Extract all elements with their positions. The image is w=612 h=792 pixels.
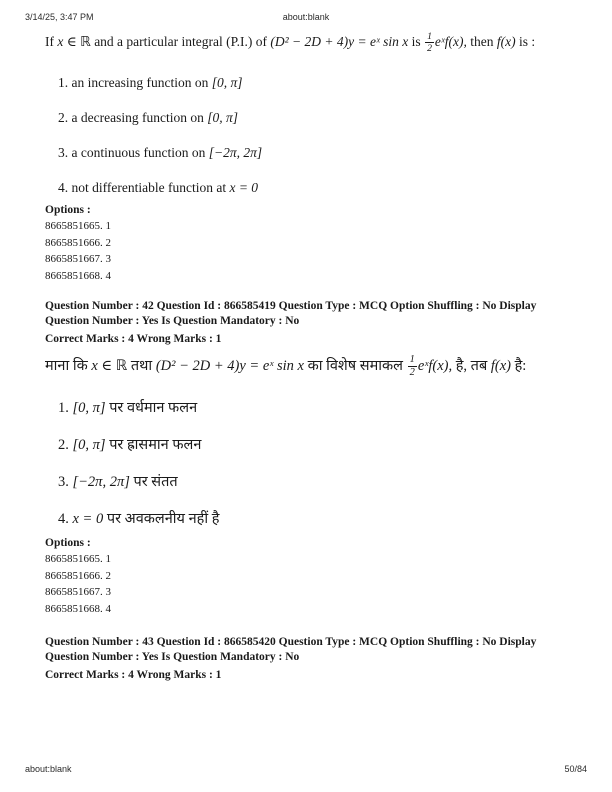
option-math: [0, π] bbox=[72, 400, 106, 417]
option-math: [−2π, 2π] bbox=[208, 145, 263, 161]
option-text: a continuous function on bbox=[71, 145, 209, 161]
math-expression: eˣf(x), bbox=[434, 34, 467, 49]
math-fraction bbox=[408, 354, 417, 379]
math-differential-equation: (D² − 2D + 4)y = eˣ sin x bbox=[155, 357, 304, 374]
math-fraction bbox=[425, 31, 434, 54]
option-number: 2. bbox=[58, 437, 69, 454]
fraction-denominator: 2 bbox=[409, 367, 415, 379]
option-text: not differentiable function at bbox=[71, 180, 230, 196]
option-id: 8665851666. 2 bbox=[45, 569, 111, 582]
option-math: [0, π] bbox=[207, 110, 238, 126]
question-41-options bbox=[45, 73, 586, 197]
options-label: Options : bbox=[45, 204, 91, 217]
stem-text: है: bbox=[510, 357, 527, 374]
print-page-title: about:blank bbox=[282, 12, 330, 22]
print-datetime: 3/14/25, 3:47 PM bbox=[25, 12, 94, 22]
option-text: पर वर्धमान फलन bbox=[105, 400, 198, 417]
stem-text: है, तब bbox=[452, 357, 491, 374]
fraction-numerator: 1 bbox=[409, 354, 415, 366]
option-row bbox=[45, 143, 586, 162]
option-math: x = 0 bbox=[229, 180, 259, 196]
stem-text: माना कि bbox=[45, 357, 92, 374]
option-row bbox=[45, 178, 586, 197]
print-header bbox=[0, 12, 612, 24]
option-number: 1. bbox=[58, 400, 69, 417]
math-fx: f(x) bbox=[490, 357, 511, 374]
stem-text: If bbox=[45, 34, 58, 49]
question-42-stem bbox=[45, 354, 586, 379]
option-id: 8665851666. 2 bbox=[45, 236, 111, 249]
question-42-marks: Correct Marks : 4 Wrong Marks : 1 bbox=[45, 333, 222, 346]
options-label: Options : bbox=[45, 537, 91, 550]
option-text: an increasing function on bbox=[71, 75, 212, 91]
option-id-list bbox=[45, 551, 586, 617]
option-text: a decreasing function on bbox=[71, 110, 208, 126]
option-row bbox=[45, 435, 586, 456]
fraction-denominator: 2 bbox=[427, 42, 432, 54]
option-id-list bbox=[45, 218, 586, 284]
footer-page-number: 50/84 bbox=[564, 764, 587, 774]
fraction-numerator: 1 bbox=[427, 30, 432, 42]
math-expression: eˣf(x), bbox=[417, 357, 453, 374]
option-id: 8665851667. 3 bbox=[45, 253, 111, 266]
question-43-marks: Correct Marks : 4 Wrong Marks : 1 bbox=[45, 669, 222, 682]
option-math: [0, π] bbox=[211, 75, 243, 91]
option-id: 8665851668. 4 bbox=[45, 269, 111, 282]
stem-text: is bbox=[408, 34, 425, 49]
option-number: 4. bbox=[58, 180, 69, 196]
math-differential-equation: (D² − 2D + 4)y = eˣ sin x bbox=[270, 34, 409, 49]
stem-text: का विशेष समाकल bbox=[303, 357, 407, 374]
print-footer bbox=[0, 764, 612, 776]
option-text: पर ह्रासमान फलन bbox=[105, 437, 202, 454]
document-content bbox=[45, 30, 586, 683]
option-row bbox=[45, 108, 586, 127]
question-43-metadata: Question Number : 43 Question Id : 866585420 Question Type : MCQ Option Shuffling : No Display Question Number : Yes Is Question Mandatory : No bbox=[45, 636, 537, 664]
option-row bbox=[45, 398, 586, 419]
option-id: 8665851665. 1 bbox=[45, 220, 111, 233]
stem-text: and a particular integral (P.I.) of bbox=[90, 34, 271, 49]
question-41-stem bbox=[45, 30, 586, 54]
option-number: 3. bbox=[58, 474, 69, 491]
option-id: 8665851667. 3 bbox=[45, 586, 111, 599]
option-math: [0, π] bbox=[72, 437, 106, 454]
question-42-options bbox=[45, 398, 586, 530]
option-text: पर संतत bbox=[129, 474, 178, 491]
option-number: 2. bbox=[58, 110, 69, 126]
stem-text: then bbox=[466, 34, 497, 49]
stem-text: तथा bbox=[127, 357, 156, 374]
math-set-membership: x ∈ ℝ bbox=[91, 357, 128, 374]
math-set-membership: x ∈ ℝ bbox=[57, 34, 91, 49]
option-number: 1. bbox=[58, 75, 69, 91]
option-math: [−2π, 2π] bbox=[72, 474, 130, 491]
question-42-metadata: Question Number : 42 Question Id : 866585419 Question Type : MCQ Option Shuffling : No Display Question Number : Yes Is Question Mandatory : No bbox=[45, 300, 537, 328]
option-number: 3. bbox=[58, 145, 69, 161]
option-id: 8665851668. 4 bbox=[45, 602, 111, 615]
option-number: 4. bbox=[58, 511, 69, 528]
option-math: x = 0 bbox=[72, 511, 104, 528]
footer-url: about:blank bbox=[25, 764, 72, 774]
option-row bbox=[45, 472, 586, 493]
math-fx: f(x) bbox=[496, 34, 516, 49]
option-row bbox=[45, 73, 586, 92]
stem-text: is : bbox=[515, 34, 536, 49]
option-text: पर अवकलनीय नहीं है bbox=[103, 511, 220, 528]
option-row bbox=[45, 509, 586, 530]
option-id: 8665851665. 1 bbox=[45, 553, 111, 566]
